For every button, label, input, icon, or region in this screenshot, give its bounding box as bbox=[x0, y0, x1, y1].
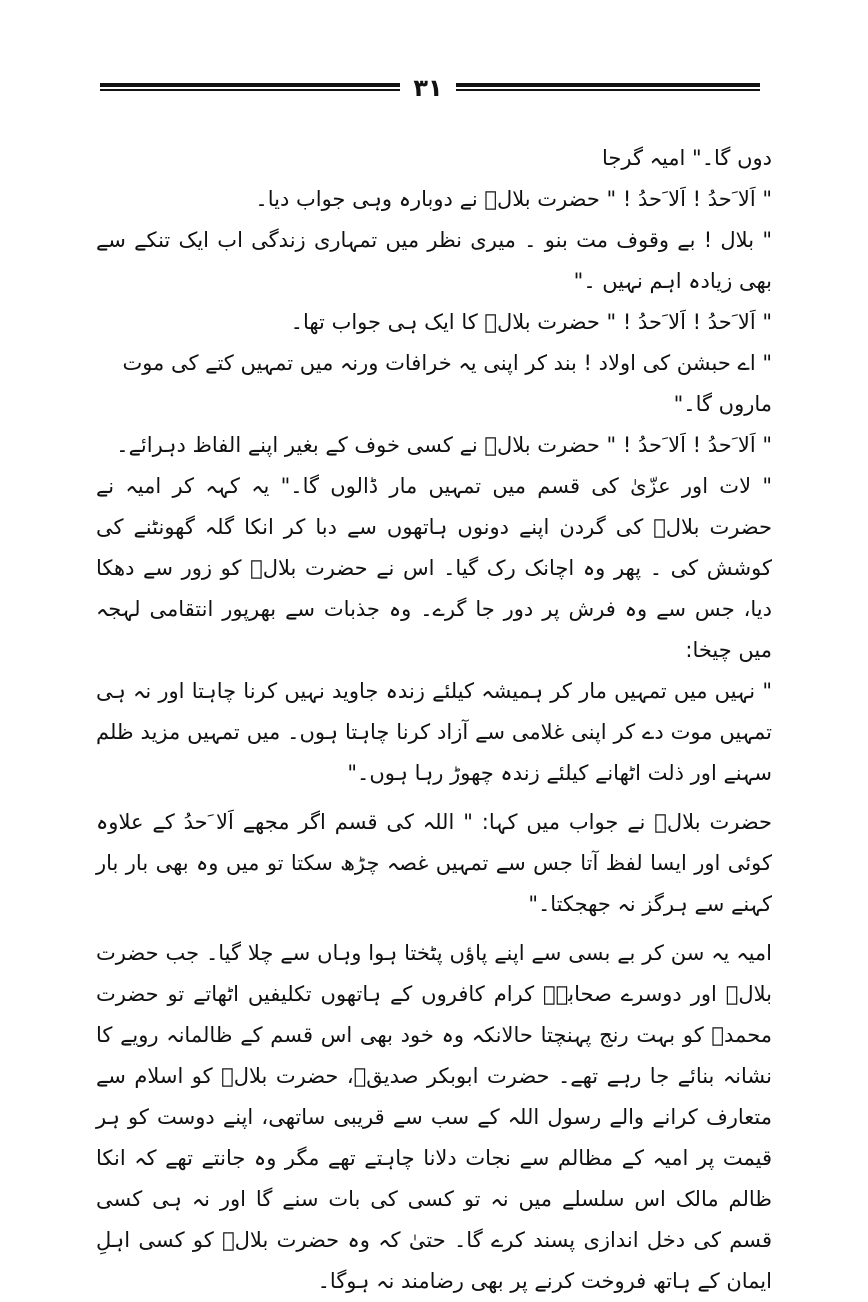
paragraph: " اَلا َحدُ ! اَلا َحدُ ! " حضرت بلالؓ نے کسی خوف کے بغیر اپنے الفاظ دہرائے۔ bbox=[116, 433, 772, 457]
paragraph: حضرت بلالؓ نے جواب میں کہا: " اللہ کی قسم اگر مجھے اَلا َحدُ کے علاوہ کوئی اور ایسا لفظ آتا جس سے تمہیں غصہ چڑھ سکتا تو میں وہ بھی بار بار کہنے سے ہرگز نہ جھجکتا۔" bbox=[96, 810, 772, 916]
paragraph: دوں گا۔" امیہ گرجا bbox=[602, 146, 772, 170]
paragraph: " نہیں میں تمہیں مار کر ہمیشہ کیلئے زندہ جاوید نہیں کرنا چاہتا اور نہ ہی تمہیں موت دے کر اپنی غلامی سے آزاد کرنا چاہتا ہوں۔ میں تمہیں مزید ظلم سہنے اور ذلت اٹھانے کیلئے زندہ چھوڑ رہا ہوں۔" bbox=[96, 679, 772, 785]
paragraph: " اَلا َحدُ ! اَلا َحدُ ! " حضرت بلالؓ نے دوبارہ وہی جواب دیا۔ bbox=[255, 187, 772, 211]
paragraph: " اے حبشن کی اولاد ! بند کر اپنی یہ خرافات ورنہ میں تمہیں کتے کی موت ماروں گا۔" bbox=[122, 351, 772, 416]
paragraph: امیہ یہ سن کر بے بسی سے اپنے پاؤں پٹختا ہوا وہاں سے چلا گیا۔ جب حضرت بلالؓ اور دوسرے صحابہؓ کرام کافروں کے ہاتھوں تکلیفیں اٹھاتے تو حضرت محمدؐ کو بہت رنج پہنچتا حالانکہ وہ خود بھی اس قسم کے ظالمانہ رویے کا نشانہ بنائے جا رہے تھے۔ حضرت ابوبکر صدیقؓ، حضرت بلالؓ کو اسلام سے متعارف کرانے والے رسول اللہ کے سب سے قریبی ساتھی، اپنے دوست کو ہر قیمت پر امیہ کے مظالم سے نجات دلانا چاہتے تھے مگر وہ جانتے تھے کہ انکا ظالم مالک اس سلسلے میں نہ تو کسی کی بات سنے گا اور نہ ہی کسی قسم کی دخل اندازی پسند کرے گا۔ حتیٰ کہ وہ حضرت بلالؓ کو کسی اہلِ ایمان کے ہاتھ فروخت کرنے پر بھی رضامند نہ ہوگا۔ bbox=[96, 941, 772, 1293]
paragraph: " اَلا َحدُ ! اَلا َحدُ ! " حضرت بلالؓ کا ایک ہی جواب تھا۔ bbox=[290, 310, 772, 334]
paragraph: " بلال ! بے وقوف مت بنو ۔ میری نظر میں تمہاری زندگی اب ایک تنکے سے بھی زیادہ اہم نہیں ۔" bbox=[96, 228, 772, 293]
paragraph: " لات اور عزّیٰ کی قسم میں تمہیں مار ڈالوں گا۔" یہ کہہ کر امیہ نے حضرت بلالؓ کی گردن اپنے دونوں ہاتھوں سے دبا کر انکا گلہ گھونٹنے کی کوشش کی ۔ پھر وہ اچانک رک گیا۔ اس نے حضرت بلالؓ کو زور سے دھکا دیا، جس سے وہ فرش پر دور جا گرے۔ وہ جذبات سے بھرپور انتقامی لہجہ میں چیخا: bbox=[96, 474, 772, 662]
page-number: ۳۱ bbox=[413, 74, 443, 102]
body-text bbox=[96, 138, 772, 1302]
header-rule-right bbox=[456, 83, 760, 93]
header-rule-left bbox=[100, 83, 400, 93]
page-header bbox=[100, 72, 760, 106]
